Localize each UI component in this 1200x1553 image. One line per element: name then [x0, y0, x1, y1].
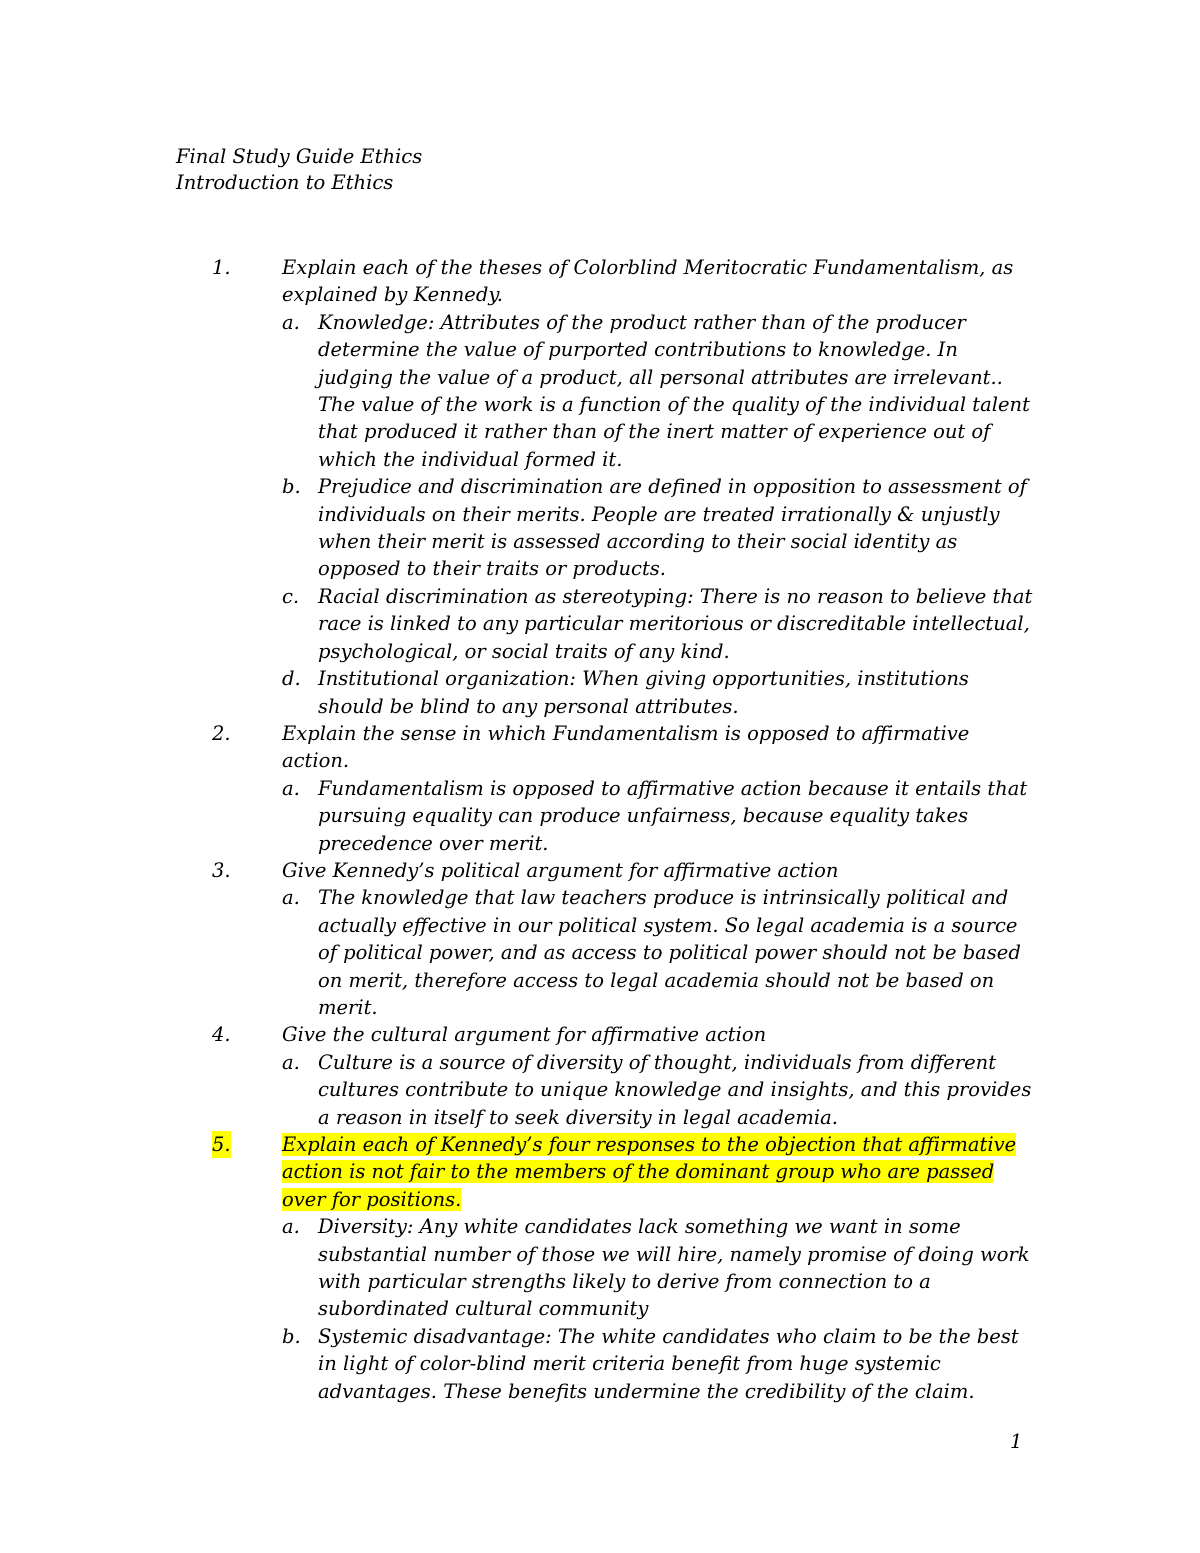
answer-text: Systemic disadvantage: The white candidates who claim to be the best in light of color-blind merit criteria benefit from huge systemic advantages. These benefits undermine the credibility of the claim.	[318, 1324, 1019, 1403]
question-text: Explain each of the theses of Colorblind Meritocratic Fundamentalism, as explained by Kennedy.	[282, 256, 1014, 307]
answer-letter: a.	[282, 886, 300, 910]
answer-text: Fundamentalism is opposed to affirmative action because it entails that pursuing equality can produce unfairness, because equality takes precedence over merit.	[318, 776, 1028, 855]
answer-text: Prejudice and discrimination are defined in opposition to assessment of individuals on their merits. People are treated irrationally & unjustly when their merit is assessed according to their social identity as opposed to their traits or products.	[318, 475, 1027, 581]
question-number: 3.	[212, 858, 231, 882]
document-header	[176, 144, 422, 196]
answer-item	[176, 665, 1036, 720]
answer-item	[176, 775, 1036, 857]
answer-item	[176, 884, 1036, 1021]
answer-text: Culture is a source of diversity of thought, individuals from different cultures contribute to unique knowledge and insights, and this provides a reason in itself to seek diversity in legal academia.	[318, 1050, 1032, 1129]
answer-letter: c.	[282, 584, 300, 608]
answer-letter: a.	[282, 1050, 300, 1074]
question-number: 2.	[212, 721, 231, 745]
answer-text: Racial discrimination as stereotyping: There is no reason to believe that race is linked to any particular meritorious or discreditable intellectual, psychological, or social traits of any kind.	[318, 584, 1033, 663]
answer-text: Diversity: Any white candidates lack something we want in some substantial number of those we will hire, namely promise of doing work with particular strengths likely to derive from connection to a subordinated cultural community	[318, 1215, 1030, 1321]
question-text: Give the cultural argument for affirmative action	[282, 1023, 767, 1047]
page-number: 1	[1010, 1430, 1023, 1453]
question-text: Explain each of Kennedy’s four responses to the objection that affirmative action is not fair to the members of the dominant group who are passed over for positions.	[282, 1133, 1017, 1211]
answer-letter: a.	[282, 776, 300, 800]
answer-item	[176, 309, 1036, 473]
question-item	[176, 857, 1036, 884]
answer-text: The knowledge that law teachers produce is intrinsically political and actually effective in our political system. So legal academia is a source of political power, and as access to political power should not be based on merit, therefore access to legal academia should not be based on merit.	[318, 886, 1021, 1019]
document-subtitle: Introduction to Ethics	[176, 171, 394, 194]
document-title: Final Study Guide Ethics	[176, 145, 423, 168]
question-list	[176, 254, 1036, 1405]
answer-item	[176, 1213, 1036, 1323]
question-text: Give Kennedy’s political argument for affirmative action	[282, 858, 839, 882]
question-number: 4.	[212, 1023, 231, 1047]
answer-item	[176, 473, 1036, 583]
answer-item	[176, 583, 1036, 665]
question-text: Explain the sense in which Fundamentalism is opposed to affirmative action.	[282, 721, 970, 773]
answer-letter: b.	[282, 1324, 301, 1348]
answer-item	[176, 1323, 1036, 1405]
question-item	[176, 1021, 1036, 1048]
question-number: 1.	[212, 256, 231, 279]
answer-text: Institutional organization: When giving opportunities, institutions should be blind to any personal attributes.	[318, 667, 969, 718]
question-item	[176, 254, 1036, 309]
answer-item	[176, 1049, 1036, 1131]
question-item-highlighted	[176, 1131, 1036, 1213]
answer-letter: a.	[282, 1215, 300, 1239]
answer-letter: d.	[282, 667, 301, 691]
answer-text: Knowledge: Attributes of the product rather than of the producer determine the value of purported contributions to knowledge. In judging the value of a product, all personal attributes are irrelevant.. The value of the work is a function of the quality of the individual talent that produced it rather than of the inert matter of experience out of which the individual formed it.	[318, 310, 1030, 471]
answer-letter: b.	[282, 475, 301, 499]
question-number: 5.	[212, 1131, 231, 1158]
answer-letter: a.	[282, 310, 300, 334]
question-item	[176, 720, 1036, 775]
